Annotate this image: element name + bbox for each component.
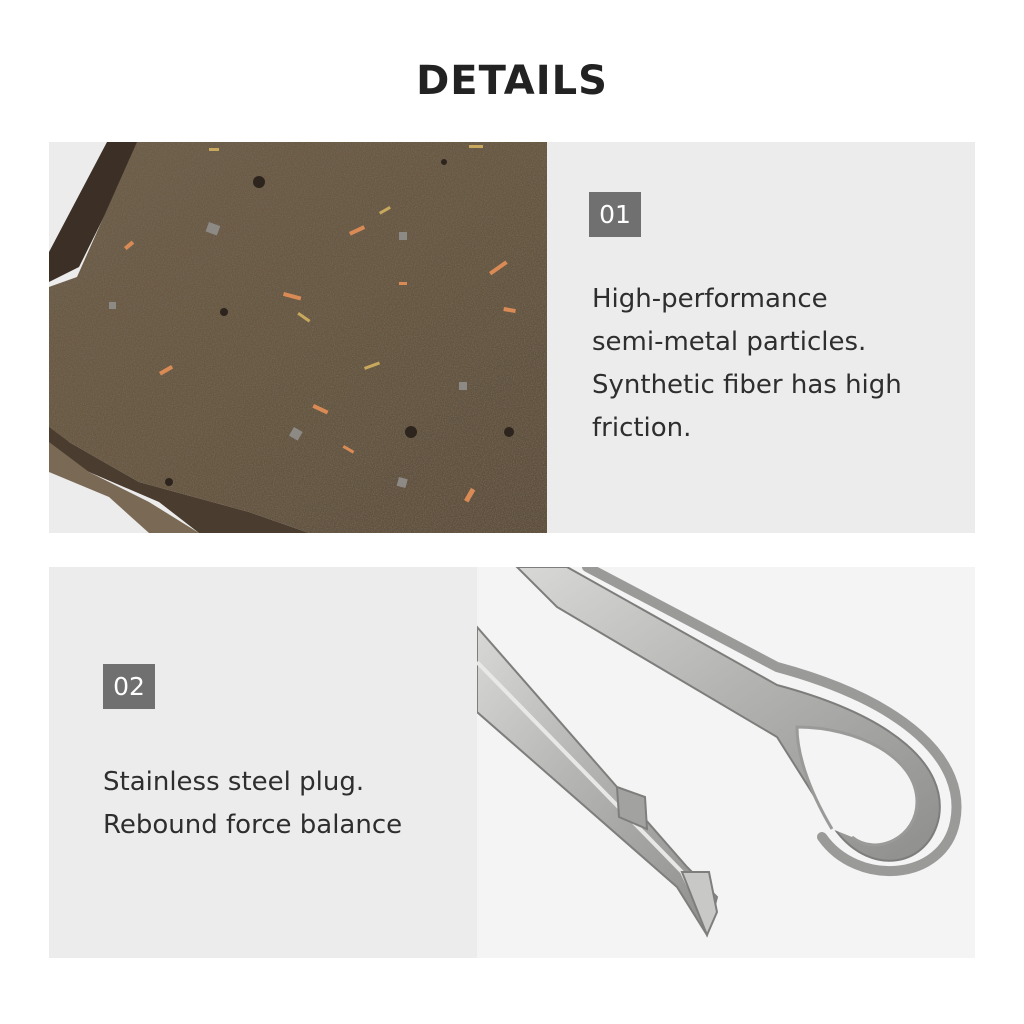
brake-pad-image	[49, 142, 547, 533]
description-line: High-performance	[592, 284, 828, 314]
detail-description	[103, 761, 402, 847]
detail-panel-01	[49, 142, 975, 533]
detail-description	[592, 278, 902, 450]
detail-number-badge: 02	[103, 664, 155, 709]
detail-number-badge: 01	[589, 192, 641, 237]
description-line: Synthetic fiber has high	[592, 370, 902, 400]
page-title: DETAILS	[416, 58, 608, 104]
cotter-pin-image	[477, 567, 975, 958]
description-line: semi-metal particles.	[592, 327, 867, 357]
detail-panel-02	[49, 567, 975, 958]
description-line: friction.	[592, 413, 692, 443]
description-line: Rebound force balance	[103, 810, 403, 840]
description-line: Stainless steel plug.	[103, 767, 365, 797]
